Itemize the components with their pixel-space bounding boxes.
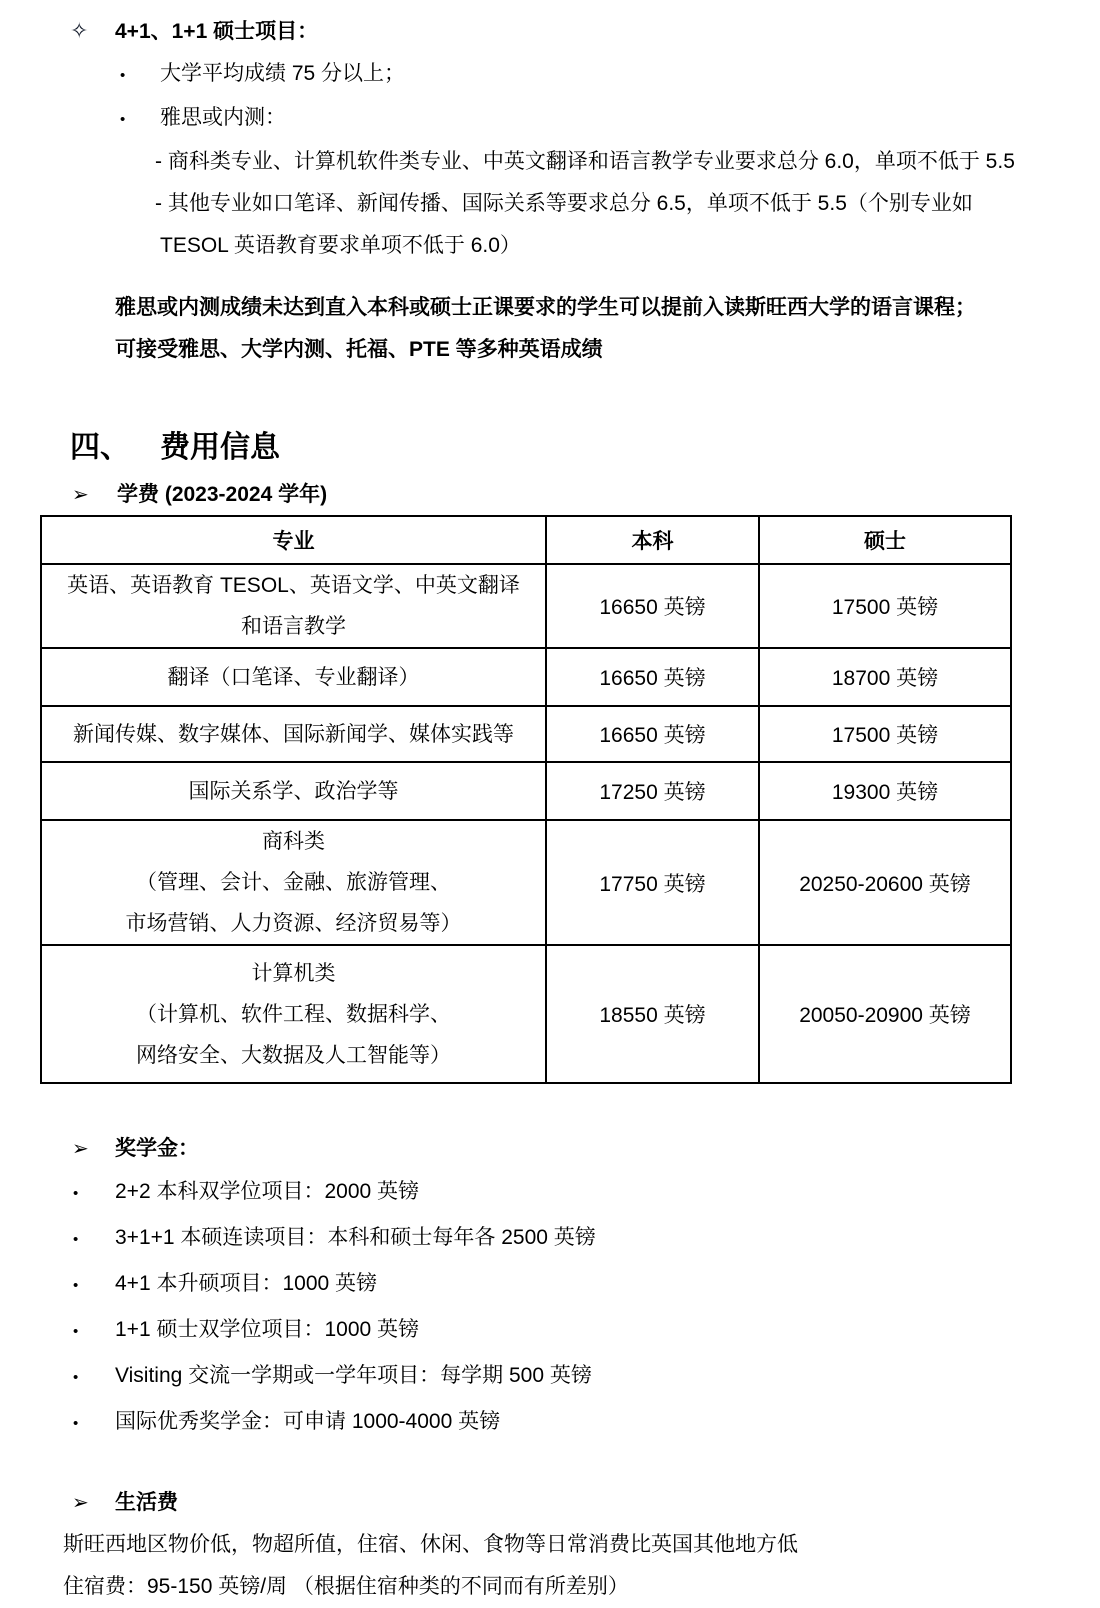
bullet-dot-icon: • bbox=[73, 1369, 79, 1386]
table-row bbox=[41, 762, 1011, 820]
scholarship-item-text: 国际优秀奖学金：可申请 1000-4000 英镑 bbox=[115, 1410, 501, 1433]
scholarship-item bbox=[0, 1262, 1100, 1308]
bullet-dot-icon: • bbox=[73, 1231, 79, 1248]
section-number: 四、 bbox=[70, 431, 130, 464]
scholarship-heading-text: 奖学金： bbox=[115, 1137, 199, 1160]
bullet-dot-icon: • bbox=[73, 1415, 79, 1432]
master-fee-cell: 17500 英镑 bbox=[759, 706, 1011, 762]
master-fee-cell: 18700 英镑 bbox=[759, 648, 1011, 706]
table-row bbox=[41, 648, 1011, 706]
major-cell bbox=[41, 648, 546, 706]
major-line: （计算机、软件工程、数据科学、 bbox=[136, 1002, 451, 1026]
tuition-heading-text: 学费 (2023-2024 学年) bbox=[117, 483, 328, 506]
bullet-dot-icon: • bbox=[120, 111, 126, 128]
major-line: 新闻传媒、数字媒体、国际新闻学、媒体实践等 bbox=[73, 722, 514, 746]
intro-bullet-item bbox=[0, 53, 1100, 97]
living-heading-text: 生活费 bbox=[115, 1491, 178, 1514]
living-heading-line bbox=[0, 1482, 1100, 1524]
bullet-dot-icon: • bbox=[120, 67, 126, 84]
bachelor-fee-cell: 17250 英镑 bbox=[546, 762, 759, 820]
bullet-dot-icon: • bbox=[73, 1277, 79, 1294]
scholarship-item bbox=[0, 1354, 1100, 1400]
table-row bbox=[41, 564, 1011, 648]
intro-bullet-text: 大学平均成绩 75 分以上； bbox=[160, 62, 406, 85]
master-fee-cell: 20250-20600 英镑 bbox=[759, 820, 1011, 945]
intro-requirement-line: TESOL 英语教育要求单项不低于 6.0） bbox=[160, 234, 521, 257]
arrow-bullet-icon: ➢ bbox=[72, 1492, 89, 1514]
master-fee-cell: 17500 英镑 bbox=[759, 564, 1011, 648]
arrow-bullet-icon: ➢ bbox=[72, 1138, 89, 1160]
intro-heading-text: 4+1、1+1 硕士项目： bbox=[115, 20, 319, 43]
major-cell bbox=[41, 945, 546, 1083]
tuition-table-header-row bbox=[41, 516, 1011, 564]
table-row bbox=[41, 945, 1011, 1083]
major-line: 计算机类 bbox=[251, 961, 336, 985]
intro-bullet-item bbox=[0, 97, 1100, 141]
major-cell bbox=[41, 564, 546, 648]
bachelor-fee-cell: 18550 英镑 bbox=[546, 945, 759, 1083]
scholarship-item bbox=[0, 1170, 1100, 1216]
major-line: 市场营销、人力资源、经济贸易等） bbox=[125, 912, 462, 935]
table-row bbox=[41, 706, 1011, 762]
note-line: 雅思或内测成绩未达到直入本科或硕士正课要求的学生可以提前入读斯旺西大学的语言课程； bbox=[115, 296, 976, 319]
table-row bbox=[41, 820, 1011, 945]
major-cell bbox=[41, 820, 546, 945]
scholarship-item-text: Visiting 交流一学期或一学年项目：每学期 500 英镑 bbox=[115, 1364, 592, 1387]
intro-bullet-text: 雅思或内测： bbox=[160, 106, 286, 129]
master-fee-cell: 19300 英镑 bbox=[759, 762, 1011, 820]
scholarship-item-text: 3+1+1 本硕连读项目：本科和硕士每年各 2500 英镑 bbox=[115, 1226, 596, 1249]
master-fee-cell: 20050-20900 英镑 bbox=[759, 945, 1011, 1083]
intro-bullet-list bbox=[0, 53, 1100, 141]
bachelor-fee-cell: 16650 英镑 bbox=[546, 706, 759, 762]
living-text-line: 住宿费：95-150 英镑/周 （根据住宿种类的不同而有所差别） bbox=[63, 1575, 629, 1598]
scholarship-item-text: 4+1 本升硕项目：1000 英镑 bbox=[115, 1272, 378, 1295]
note-line: 可接受雅思、大学内测、托福、PTE 等多种英语成绩 bbox=[115, 338, 603, 361]
bachelor-fee-cell: 17750 英镑 bbox=[546, 820, 759, 945]
bachelor-fee-cell: 16650 英镑 bbox=[546, 648, 759, 706]
bullet-dot-icon: • bbox=[73, 1185, 79, 1202]
major-line: （管理、会计、金融、旅游管理、 bbox=[136, 871, 451, 894]
major-line: 和语言教学 bbox=[241, 615, 346, 638]
col-header-major: 专业 bbox=[41, 516, 546, 564]
note-paragraph bbox=[0, 287, 1100, 371]
diamond-bullet-icon: ✧ bbox=[70, 18, 89, 43]
section-heading bbox=[0, 425, 1100, 471]
major-cell bbox=[41, 762, 546, 820]
section-title: 费用信息 bbox=[160, 431, 280, 464]
bachelor-fee-cell: 16650 英镑 bbox=[546, 564, 759, 648]
tuition-heading-line bbox=[0, 477, 1100, 513]
intro-subline-list bbox=[0, 141, 1100, 267]
scholarship-item bbox=[0, 1216, 1100, 1262]
col-header-master: 硕士 bbox=[759, 516, 1011, 564]
major-line: 翻译（口笔译、专业翻译） bbox=[167, 665, 420, 689]
scholarship-item bbox=[0, 1308, 1100, 1354]
scholarship-item-text: 1+1 硕士双学位项目：1000 英镑 bbox=[115, 1318, 420, 1341]
bullet-dot-icon: • bbox=[73, 1323, 79, 1340]
intro-requirement-line: - 其他专业如口笔译、新闻传播、国际关系等要求总分 6.5，单项不低于 5.5（个别专业如 bbox=[155, 192, 973, 215]
col-header-bachelor: 本科 bbox=[546, 516, 759, 564]
scholarship-heading-line bbox=[0, 1128, 1100, 1170]
scholarship-list bbox=[0, 1170, 1100, 1446]
living-text-line: 斯旺西地区物价低，物超所值，住宿、休闲、食物等日常消费比英国其他地方低 bbox=[63, 1533, 798, 1556]
scholarship-item-text: 2+2 本科双学位项目：2000 英镑 bbox=[115, 1180, 420, 1203]
major-line: 国际关系学、政治学等 bbox=[188, 779, 399, 803]
intro-heading-line bbox=[0, 10, 1100, 53]
tuition-table bbox=[40, 515, 1012, 1084]
major-line: 商科类 bbox=[262, 830, 325, 853]
scholarship-item bbox=[0, 1400, 1100, 1446]
arrow-bullet-icon: ➢ bbox=[72, 484, 89, 506]
major-cell bbox=[41, 706, 546, 762]
intro-requirement-line: - 商科类专业、计算机软件类专业、中英文翻译和语言教学专业要求总分 6.0，单项不低于 5.5 bbox=[155, 150, 1015, 173]
major-line: 网络安全、大数据及人工智能等） bbox=[136, 1043, 451, 1067]
major-line: 英语、英语教育 TESOL、英语文学、中英文翻译 bbox=[67, 574, 520, 597]
